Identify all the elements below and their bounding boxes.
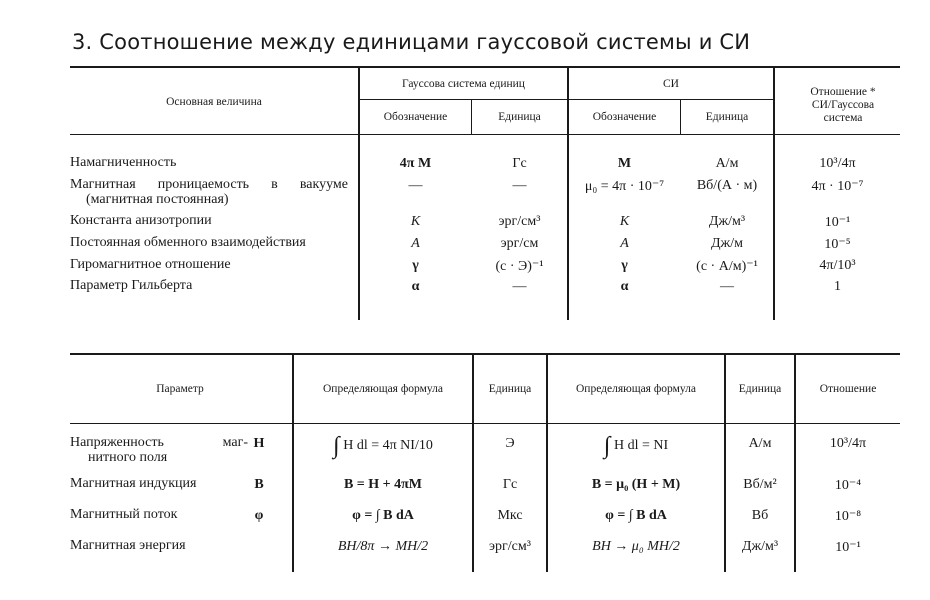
gauss-symbol: γ: [412, 258, 419, 273]
gauss-unit: эрг/см³: [498, 214, 541, 229]
ratio-value: 10⁻⁸: [834, 509, 862, 524]
header-ratio: Отношение * СИ/Гауссова система: [810, 86, 876, 124]
param-symbol: B: [254, 477, 264, 492]
header-gauss-unit: Единица: [498, 111, 541, 123]
formula-si: BH → μ₀ MH/2: [592, 539, 680, 554]
si-symbol: μ₀ = 4π · 10⁻⁷: [584, 179, 665, 194]
si-unit: А/м: [715, 156, 739, 171]
ratio-value: 4π · 10⁻⁷: [811, 179, 864, 194]
gauss-symbol: A: [411, 236, 420, 251]
si-unit: Дж/м³: [708, 214, 746, 229]
ratio-value: 4π/10³: [819, 258, 856, 273]
header-parameter: Параметр: [156, 383, 204, 395]
unit-si: Дж/м³: [741, 539, 779, 554]
header-formula-gauss: Определяющая формула: [322, 383, 443, 395]
ratio-value: 10⁻¹: [824, 215, 851, 230]
ratio-value: 10⁻¹: [835, 540, 861, 555]
ratio-value: 10⁻⁵: [824, 237, 851, 252]
formula-gauss: φ = ∫ B dA: [352, 508, 414, 523]
si-symbol: A: [620, 236, 629, 251]
row-name: Параметр Гильберта: [70, 278, 193, 293]
formula-gauss: ∫ H dl = 4π NI/10: [333, 433, 433, 459]
formula-si: B = μ₀ (H + M): [591, 477, 681, 492]
si-unit: Дж/м: [711, 236, 743, 251]
param-symbol: φ: [254, 508, 264, 523]
param-name: Магнитная индукция: [70, 476, 197, 491]
unit-gauss: Э: [505, 436, 515, 451]
si-symbol: γ: [621, 258, 628, 273]
param-name: Магнитный поток: [70, 507, 178, 522]
si-unit: —: [720, 279, 734, 294]
header-si-unit: Единица: [705, 111, 749, 123]
si-symbol: M: [617, 156, 632, 171]
header-gauss: Гауссова система единиц: [402, 78, 525, 90]
param-name: Магнитная энергия: [70, 538, 186, 553]
formula-gauss: B = H + 4πM: [343, 477, 423, 492]
row-name: Магнитная проницаемость в вакууме: [70, 177, 348, 192]
header-unit-gauss: Единица: [488, 383, 532, 395]
row-name: Постоянная обменного взаимодействия: [70, 235, 306, 250]
param-name-continued: нитного поля: [88, 450, 168, 465]
unit-gauss: Мкс: [497, 508, 523, 523]
header-si: СИ: [663, 78, 679, 90]
gauss-symbol: K: [410, 214, 421, 229]
integral-icon: ∫: [333, 433, 340, 459]
formula-si: ∫ H dl = NI: [603, 433, 669, 459]
unit-gauss: эрг/см³: [489, 539, 531, 554]
formula-si: φ = ∫ B dA: [605, 508, 667, 523]
gauss-symbol: α: [411, 279, 420, 294]
integral-icon: ∫: [603, 433, 611, 459]
si-unit: (с · А/м)⁻¹: [696, 259, 758, 274]
header-quantity: Основная величина: [166, 96, 262, 108]
ratio-value: 10⁻⁴: [834, 478, 862, 493]
gauss-unit: —: [512, 178, 527, 193]
unit-si: А/м: [748, 436, 772, 451]
row-name: Гиромагнитное отношение: [70, 257, 231, 272]
gauss-unit: (с · Э)⁻¹: [495, 259, 544, 274]
gauss-symbol: —: [408, 178, 423, 193]
unit-gauss: Гс: [502, 477, 518, 492]
ratio-value: 10³/4π: [819, 156, 856, 171]
header-unit-si: Единица: [738, 383, 782, 395]
ratio-value: 10³/4π: [829, 436, 867, 451]
unit-si: Вб: [751, 508, 769, 523]
si-symbol: K: [619, 214, 630, 229]
page-title: 3. Соотношение между единицами гауссовой системы и СИ: [72, 30, 751, 54]
formula-gauss: BH/8π → MH/2: [337, 539, 429, 554]
gauss-unit: эрг/см: [500, 236, 539, 251]
header-ratio: Отношение: [819, 383, 877, 395]
header-formula-si: Определяющая формула: [575, 383, 696, 395]
header-si-symbol: Обозначение: [592, 111, 657, 123]
row-name: Намагниченность: [70, 155, 177, 170]
param-symbol: H: [253, 436, 265, 451]
unit-si: Вб/м²: [743, 477, 777, 492]
row-name: Константа анизотропии: [70, 213, 212, 228]
header-gauss-symbol: Обозначение: [383, 111, 448, 123]
gauss-symbol: 4π M: [399, 156, 432, 171]
si-symbol: α: [620, 279, 629, 294]
gauss-unit: —: [512, 279, 527, 294]
gauss-unit: Гс: [512, 156, 527, 171]
ratio-value: 1: [834, 279, 841, 294]
si-unit: Вб/(А · м): [696, 178, 758, 193]
param-name: Напряженность маг-: [70, 435, 248, 450]
row-name-continued: (магнитная постоянная): [86, 192, 229, 207]
